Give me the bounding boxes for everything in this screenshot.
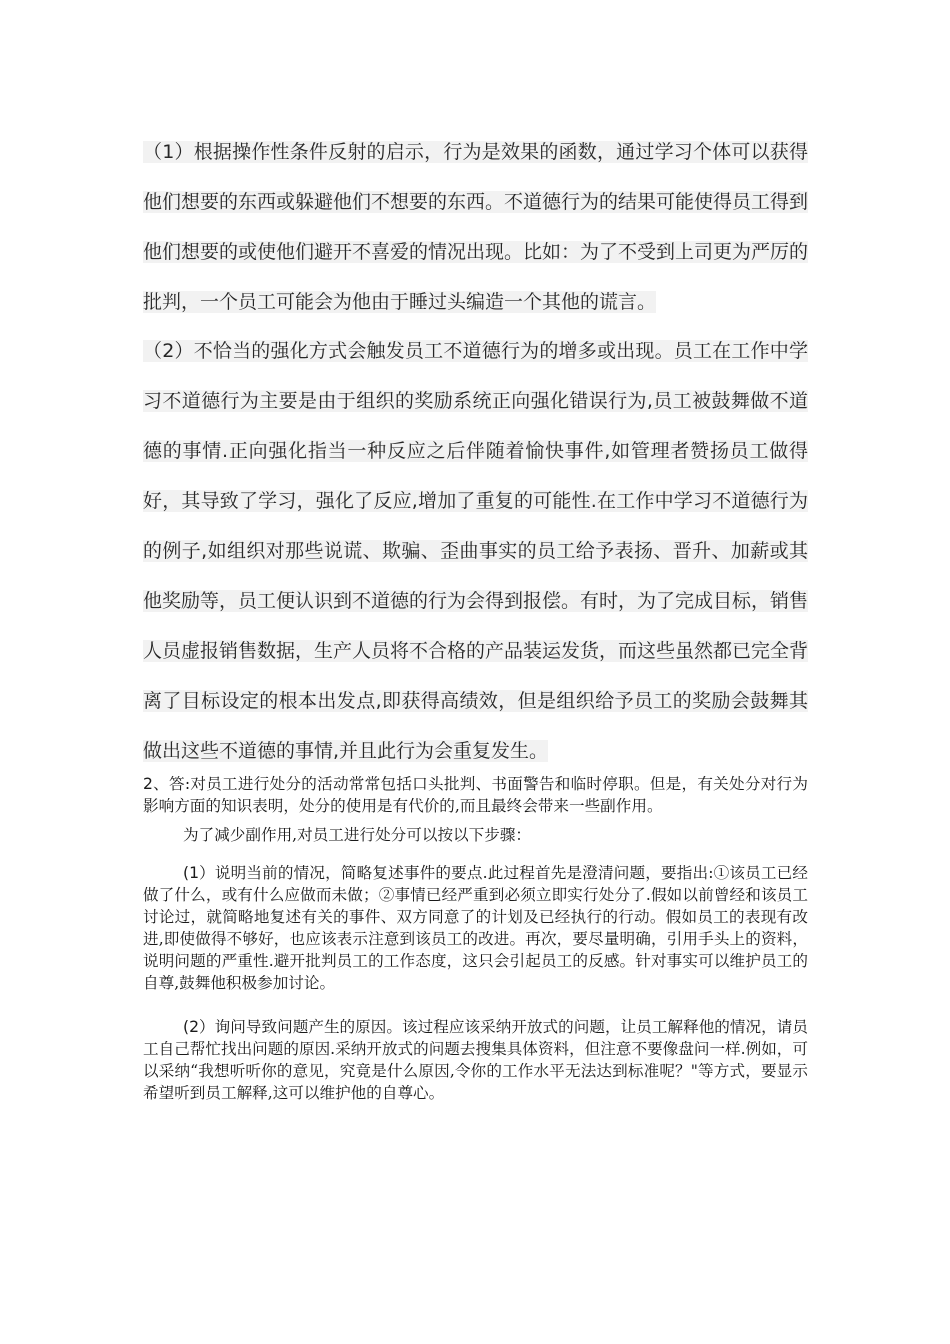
answer-text: 答:对员工进行处分的活动常常包括口头批判、书面警告和临时停职。但是，有关处分对行为影响方面的知识表明，处分的使用是有代价的,而且最终会带来一些副作用。: [143, 775, 808, 815]
step-2-paragraph: [143, 1016, 808, 1104]
paragraph-marker: （1）: [143, 141, 194, 163]
step-1-paragraph: [143, 862, 808, 994]
highlighted-text: [143, 340, 808, 762]
paragraph-operant-conditioning: [143, 127, 808, 327]
paragraph-improper-reinforcement: [143, 326, 808, 776]
step-marker: (2）: [183, 1018, 215, 1036]
step-text: 说明当前的情况，简略复述事件的要点.此过程首先是澄清问题，要指出:①该员工已经做了什么，或有什么应做而未做；②事情已经严重到必须立即实行处分了.假如以前曾经和该员工讨论过，就简略地复述有关的事件、双方同意了的计划及已经执行的行动。假如员工的表现有改进,即使做得不够好，也应该表示注意到该员工的改进。再次，要尽量明确，引用手头上的资料，说明问题的严重性.避开批判员工的工作态度，这只会引起员工的反感。针对事实可以维护员工的自尊,鼓舞他积极参加讨论。: [143, 864, 808, 992]
step-text: 询问导致问题产生的原因。该过程应该采纳开放式的问题，让员工解释他的情况，请员工自己帮忙找出问题的原因.采纳开放式的问题去搜集具体资料，但注意不要像盘问一样.例如，可以采纳“我想听听你的意见，究竟是什么原因,令你的工作水平无法达到标准呢？"等方式，要显示希望听到员工解释,这可以维护他的自尊心。: [143, 1018, 808, 1102]
question-number: 2、: [143, 775, 170, 793]
paragraph-text: 不恰当的强化方式会触发员工不道德行为的增多或出现。员工在工作中学习不道德行为主要是由于组织的奖励系统正向强化错误行为,员工被鼓舞做不道德的事情.正向强化指当一种反应之后伴随着愉快事件,如管理者赞扬员工做得好，其导致了学习，强化了反应,增加了重复的可能性.在工作中学习不道德行为的例子,如组织对那些说谎、欺骗、歪曲事实的员工给予表扬、晋升、加薪或其他奖励等，员工便认识到不道德的行为会得到报偿。有时，为了完成目标，销售人员虚报销售数据，生产人员将不合格的产品装运发货，而这些虽然都已完全背离了目标设定的根本出发点,即获得高绩效，但是组织给予员工的奖励会鼓舞其做出这些不道德的事情,并且此行为会重复发生。: [143, 340, 809, 762]
highlighted-text: [143, 141, 808, 313]
steps-intro: 为了减少副作用,对员工进行处分可以按以下步骤：: [183, 826, 532, 844]
paragraph-text: 根据操作性条件反射的启示，行为是效果的函数，通过学习个体可以获得他们想要的东西或躲避他们不想要的东西。不道德行为的结果可能使得员工得到他们想要的或使他们避开不喜爱的情况出现。比如：为了不受到上司更为严厉的批判，一个员工可能会为他由于睡过头编造一个其他的谎言。: [143, 141, 809, 313]
paragraph-marker: （2）: [143, 340, 194, 362]
question-2-answer: [143, 773, 808, 817]
step-marker: (1）: [183, 864, 215, 882]
